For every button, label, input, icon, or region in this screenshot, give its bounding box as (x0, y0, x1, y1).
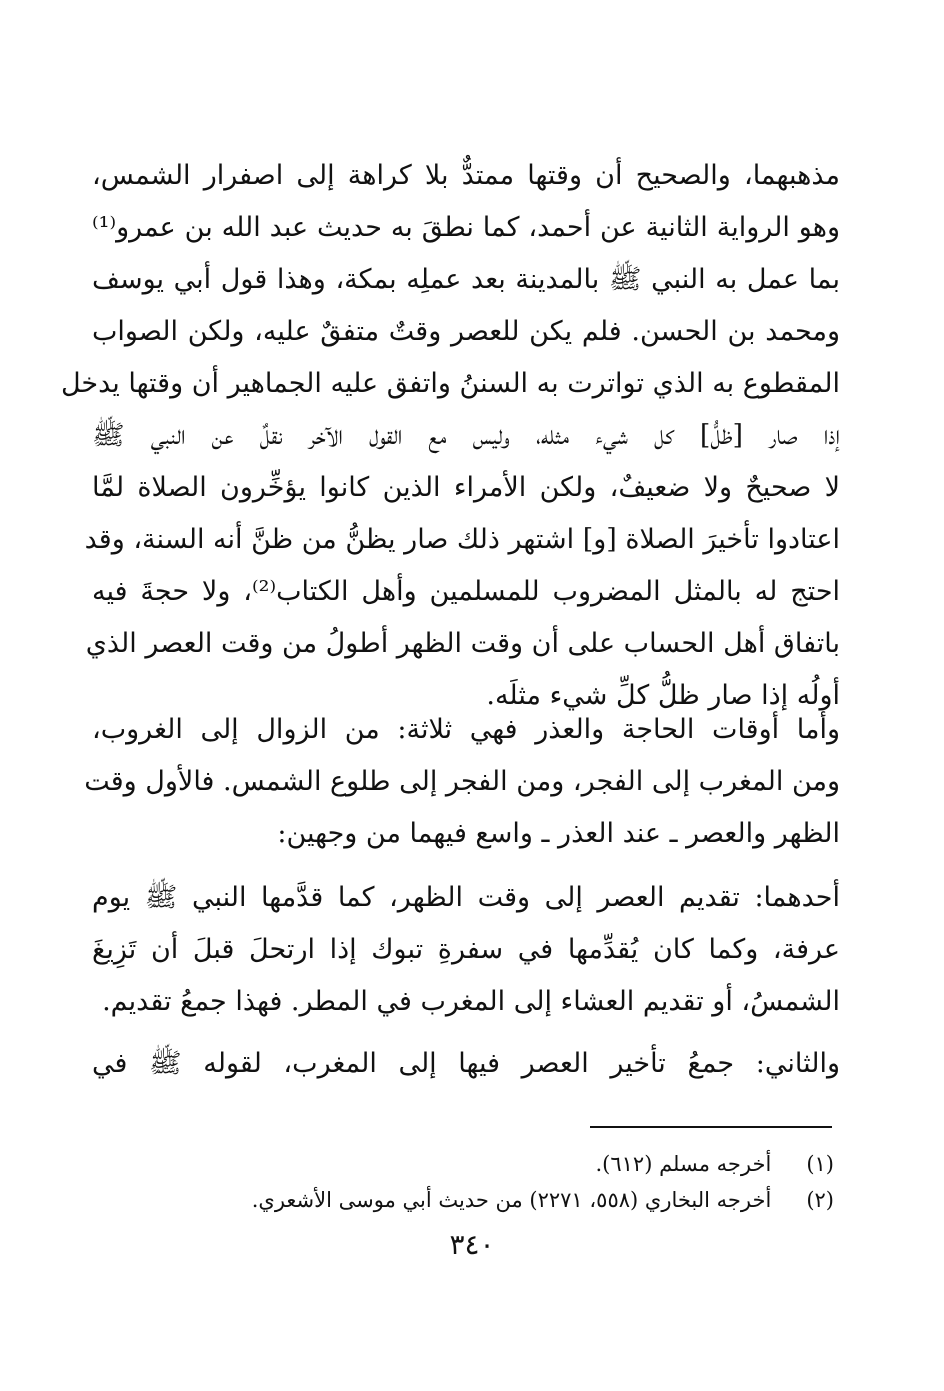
text-line: احتج له بالمثل المضروب للمسلمين وأهل الكتاب⁽²⁾، ولا حجةَ فيه (92, 576, 841, 607)
text-line: مذهبهما، والصحيح أن وقتها ممتدٌّ بلا كراهة إلى اصفرار الشمس، (92, 160, 840, 191)
paragraph-2 (84, 704, 840, 860)
text-line: المقطوع به الذي تواترت به السننُ واتفق عليه الجماهير أن وقتها يدخل (60, 368, 840, 399)
footnotes (150, 1146, 834, 1218)
footnote-number: (١) (806, 1152, 834, 1176)
text-line: بما عمل به النبي ﷺ بالمدينة بعد عملِه بمكة، وهذا قول أبي يوسف (92, 264, 840, 295)
text-line: الشمسُ، أو تقديم العشاء إلى المغرب في المطر. فهذا جمعُ تقديم. (102, 986, 840, 1017)
paragraph-1 (60, 150, 841, 722)
text-line: ومحمد بن الحسن. فلم يكن للعصر وقتٌ متفقٌ عليه، ولكن الصواب (92, 316, 840, 347)
footnote-text: أخرجه مسلم (٦١٢). (595, 1152, 772, 1176)
footnote-number: (٢) (806, 1188, 834, 1212)
paragraph-3 (92, 872, 840, 1028)
text-line: لا صحيحٌ ولا ضعيفٌ، ولكن الأمراء الذين كانوا يؤخِّرون الصلاة لمَّا (92, 472, 840, 503)
text-line: باتفاق أهل الحساب على أن وقت الظهر أطولُ من وقت العصر الذي (85, 628, 840, 659)
paragraph-4 (92, 1038, 840, 1090)
footnote-separator (590, 1126, 832, 1128)
text-line: ومن المغرب إلى الفجر، ومن الفجر إلى طلوع الشمس. فالأول وقت (84, 766, 840, 797)
text-line: أحدهما: تقديم العصر إلى وقت الظهر، كما قدَّمها النبي ﷺ يوم (92, 882, 840, 913)
text-line: أولُه إذا صار ظلُّ كلِّ شيء مثلَه. (486, 680, 840, 711)
text-line: والثاني: جمعُ تأخير العصر فيها إلى المغرب، لقوله ﷺ في (92, 1048, 840, 1079)
footnote-1 (150, 1146, 834, 1182)
footnote-text: أخرجه البخاري (٥٥٨، ٢٢٧١) من حديث أبي موسى الأشعري. (251, 1188, 772, 1212)
page-number: ٣٤٠ (449, 1228, 495, 1261)
text-line: الظهر والعصر ـ عند العذر ـ واسع فيهما من وجهين: (277, 818, 840, 849)
text-line: وأما أوقات الحاجة والعذر فهي ثلاثة: من الزوال إلى الغروب، (92, 714, 840, 745)
text-line: إذا صار [ظلُّ] كل شيء مثله، وليس مع القول الآخر نقلٌ عن النبي ﷺ (92, 420, 840, 451)
footnote-2 (150, 1182, 834, 1218)
text-line: عرفة، وكما كان يُقدِّمها في سفرةِ تبوك إذا ارتحلَ قبلَ أن تَزِيغَ (92, 934, 840, 965)
text-line: وهو الرواية الثانية عن أحمد، كما نطقَ به حديث عبد الله بن عمرو⁽¹⁾ (92, 212, 840, 243)
text-line: اعتادوا تأخيرَ الصلاة [و] اشتهر ذلك صار يظنُّ من ظنَّ أنه السنة، وقد (84, 524, 840, 555)
